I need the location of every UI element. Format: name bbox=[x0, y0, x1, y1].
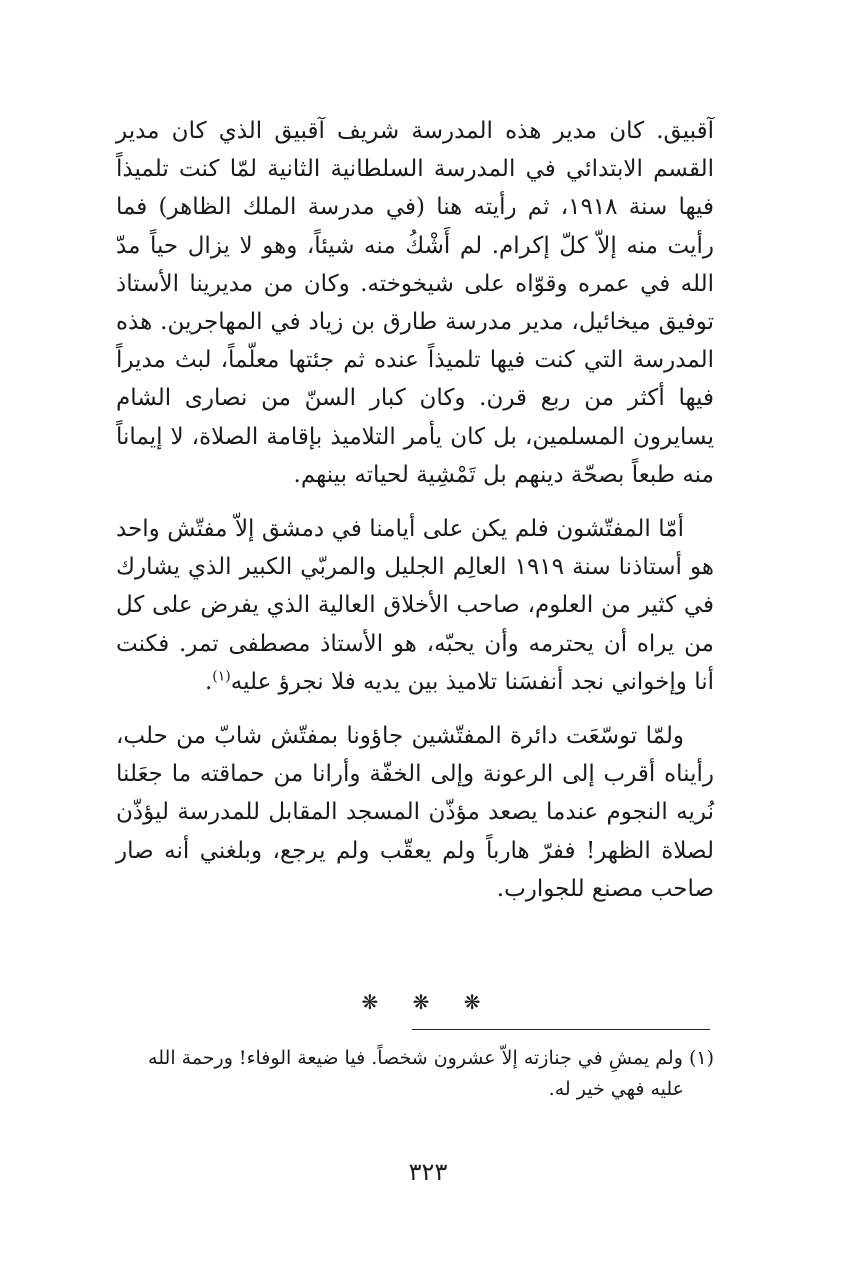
paragraph-2: أمّا المفتّشون فلم يكن على أيامنا في دمشق إلاّ مفتّش واحد هو أستاذنا سنة ١٩١٩ العالِم الجليل والمربّي الكبير الذي يشارك في كثير من العلوم، صاحب الأخلاق العالية الذي يفرض على كل من يراه أن يحترمه وأن يحبّه، هو الأستاذ مصطفى تمر. فكنت أنا وإخواني نجد أنفسَنا تلاميذ بين يديه فلا نجرؤ عليه$^{(١)}$. bbox=[116, 516, 715, 695]
page-number: ٣٢٣ bbox=[408, 1158, 448, 1186]
footnote-line-2: عليه فهي خير له. bbox=[548, 1078, 684, 1100]
footnote-marker: (١) bbox=[688, 1047, 714, 1069]
footnote-line-1 bbox=[116, 1043, 714, 1074]
section-separator: ❋ ❋ ❋ bbox=[361, 990, 495, 1014]
paragraph-2-text: أمّا المفتّشون فلم يكن على أيامنا في دمشق إلاّ مفتّش واحد هو أستاذنا سنة ١٩١٩ العالِم الجليل والمربّي الكبير الذي يشارك في كثير من العلوم، صاحب الأخلاق العالية الذي يفرض على كل من يراه أن يحترمه وأن يحبّه، هو الأستاذ مصطفى تمر. فكنت أنا وإخواني نجد أنفسَنا تلاميذ بين يديه فلا نجرؤ عليه bbox=[116, 516, 715, 695]
paragraph-1: آقبيق. كان مدير هذه المدرسة شريف آقبيق الذي كان مدير القسم الابتدائي في المدرسة السلطانية الثانية لمّا كنت تلميذاً فيها سنة ١٩١٨، ثم رأيته هنا (في مدرسة الملك الظاهر) فما رأيت منه إلاّ كلّ إكرام. لم أَشْكُ منه شيئاً، وهو لا يزال حياً مدّ الله في عمره وقوّاه على شيخوخته. وكان من مديرينا الأستاذ توفيق ميخائيل، مدير مدرسة طارق بن زياد في المهاجرين. هذه المدرسة التي كنت فيها تلميذاً عنده ثم جئتها معلّماً، لبث مديراً فيها أكثر من ربع قرن. وكان كبار السنّ من نصارى الشام يسايرون المسلمين، بل كان يأمر التلاميذ بإقامة الصلاة، لا إيماناً منه طبعاً بصحّة دينهم بل تَمْشِية لحياته بينهم. bbox=[116, 118, 714, 488]
main-text bbox=[116, 112, 714, 908]
footnote bbox=[116, 1043, 714, 1105]
footnote-reference[interactable]: (١) bbox=[212, 668, 231, 685]
footnote-divider bbox=[412, 1029, 710, 1030]
paragraph-3: ولمّا توسّعَت دائرة المفتّشين جاؤونا بمفتّش شابّ من حلب، رأيناه أقرب إلى الرعونة وإلى الخفّة وأرانا من حماقته ما جعَلنا نُريه النجوم عندما يصعد مؤذّن المسجد المقابل للمدرسة ليؤذّن لصلاة الظهر! ففرّ هارباً ولم يعقّب ولم يرجع، وبلغني أنه صار صاحب مصنع للجوارب. bbox=[116, 723, 714, 902]
footnote-text-1: ولم يمشِ في جنازته إلاّ عشرون شخصاً. فيا ضيعة الوفاء! ورحمة الله bbox=[148, 1047, 683, 1069]
